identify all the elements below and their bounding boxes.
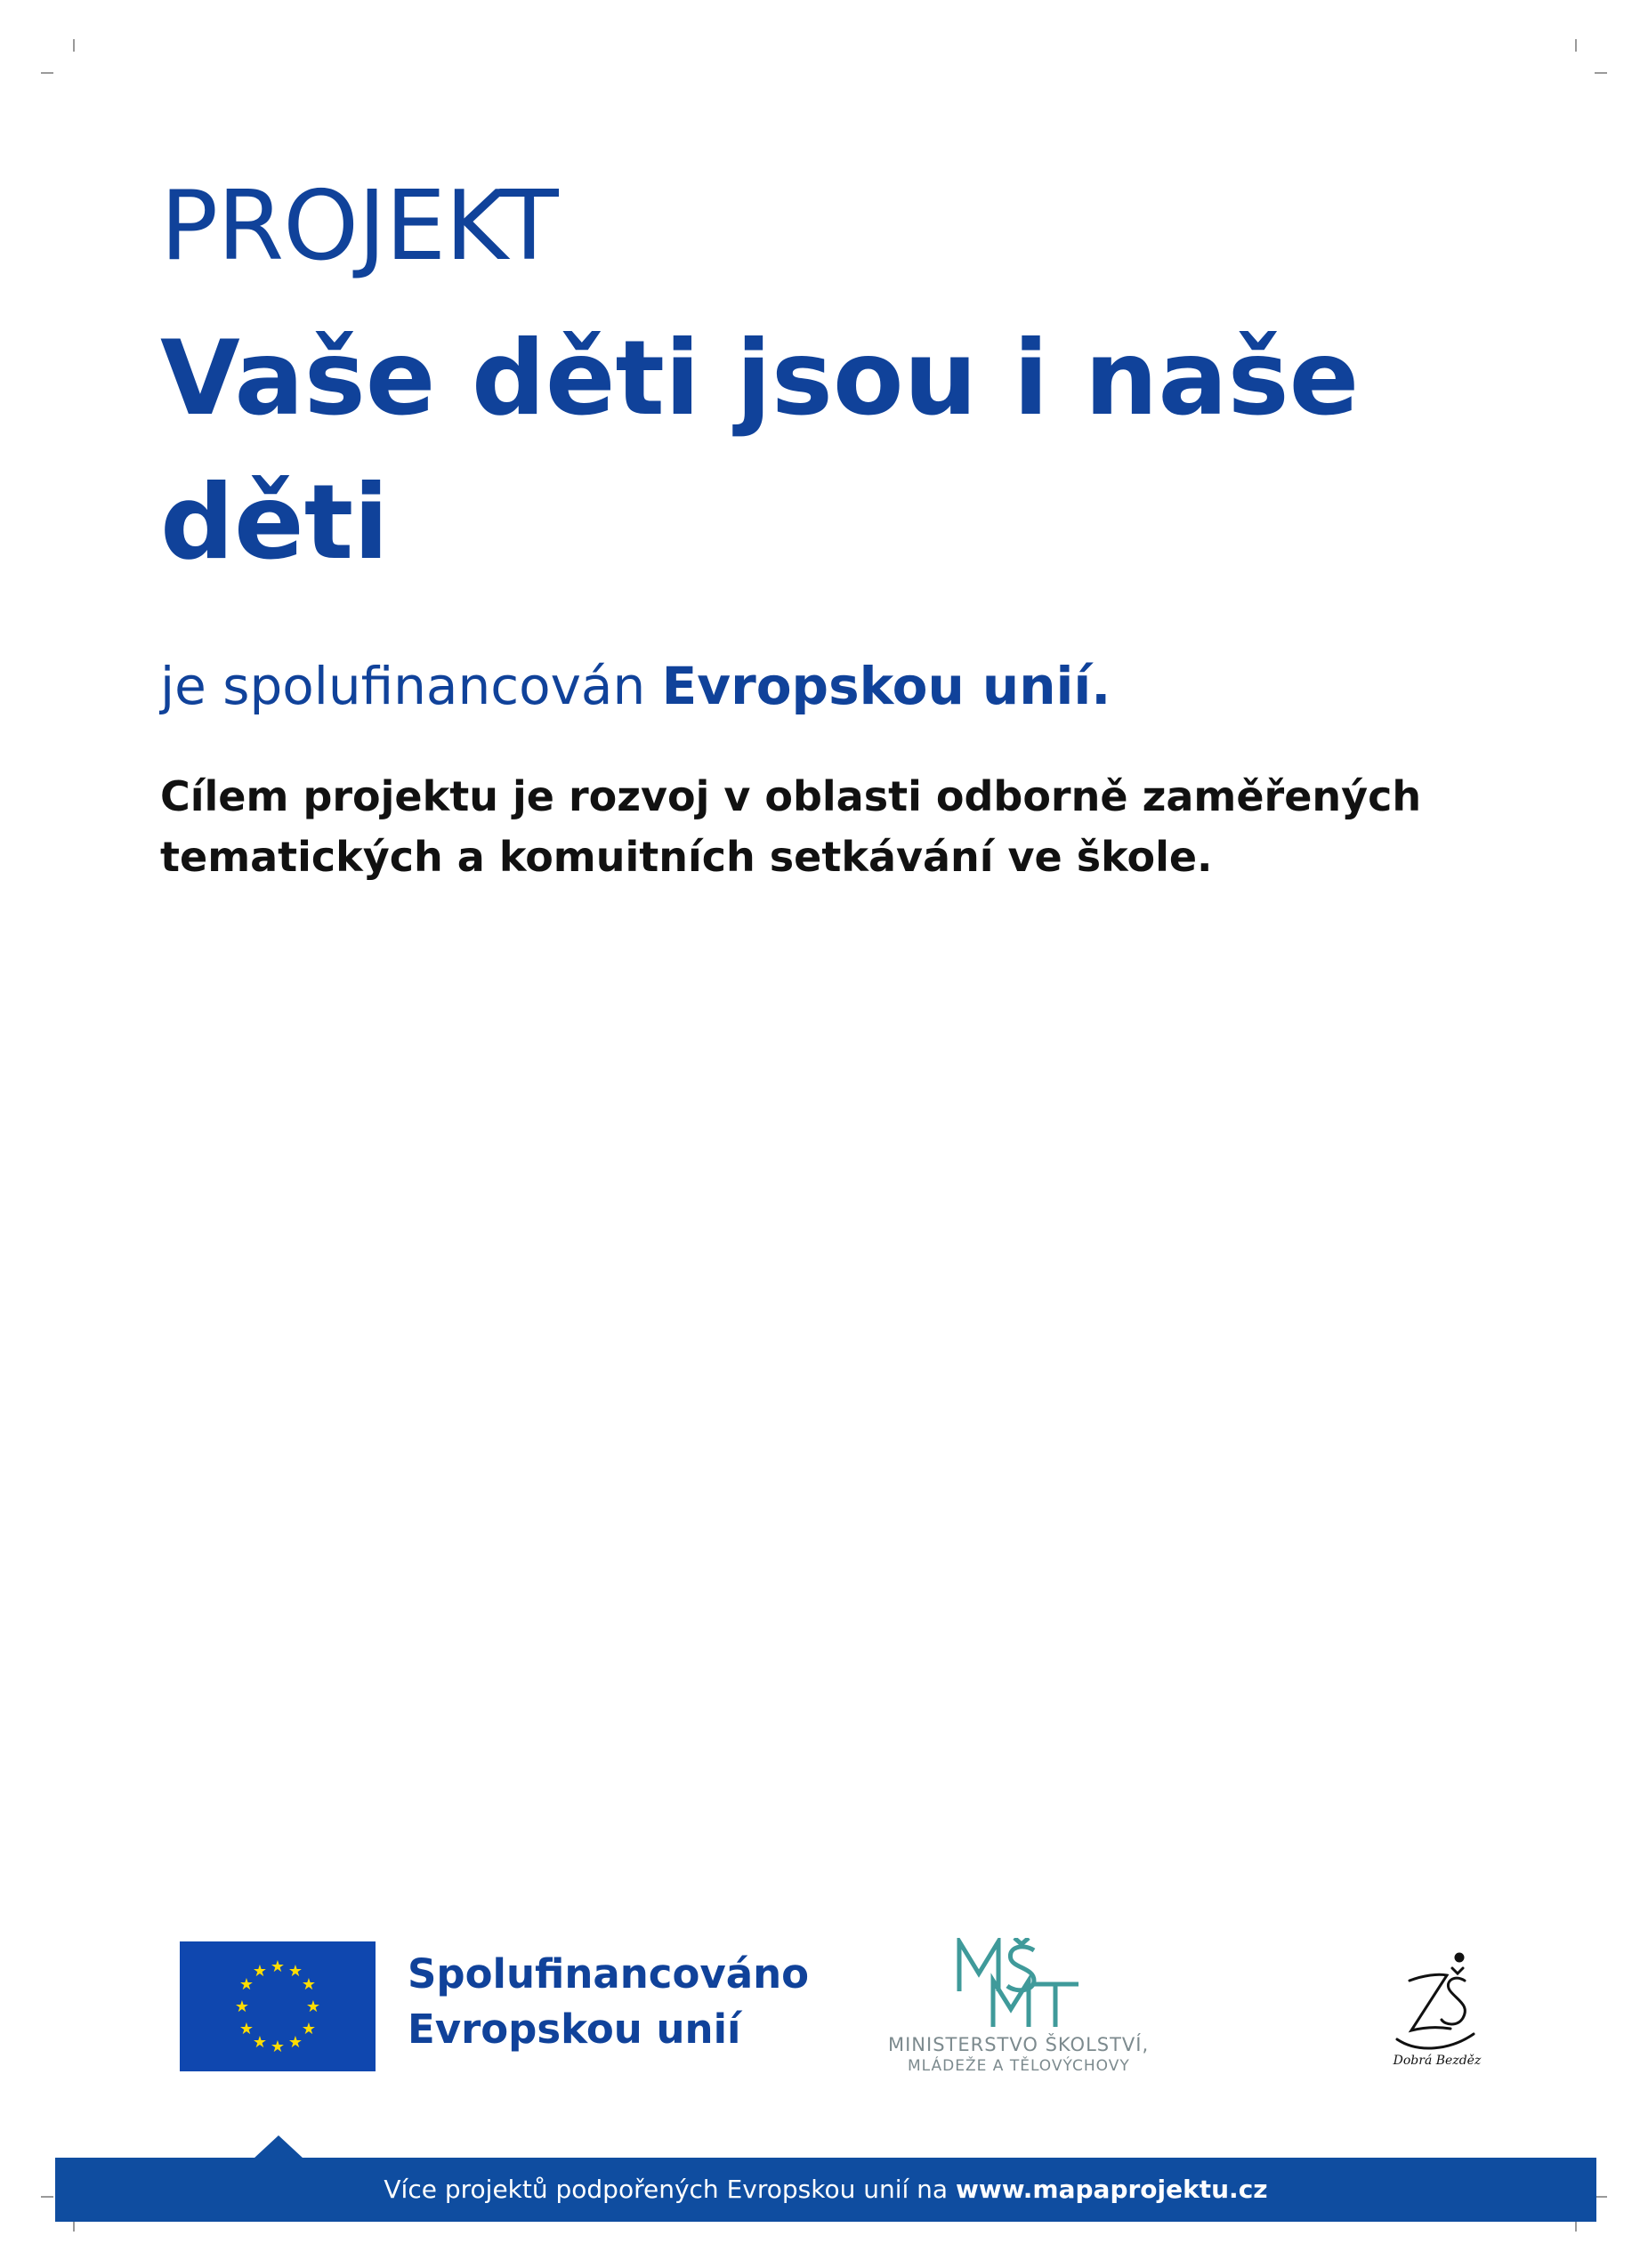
msmt-name-line1: MINISTERSTVO ŠKOLSTVÍ, <box>888 2034 1150 2055</box>
svg-text:★: ★ <box>305 1998 321 2016</box>
svg-text:★: ★ <box>301 1975 317 1994</box>
eu-text-line2: Evropskou unií <box>408 2006 741 2053</box>
project-title: Vaše děti jsou i naše děti <box>160 319 1360 583</box>
svg-text:★: ★ <box>301 2020 317 2038</box>
cofinanced-eu: Evropskou unií. <box>661 656 1111 716</box>
svg-text:★: ★ <box>252 1962 268 1981</box>
svg-text:★: ★ <box>270 1957 286 1976</box>
footer-text: Více projektů podpořených Evropskou unií na <box>384 2175 949 2204</box>
svg-text:★: ★ <box>234 1998 250 2016</box>
svg-text:★: ★ <box>238 1975 254 1994</box>
crop-mark <box>1595 72 1607 74</box>
crop-mark <box>73 39 75 52</box>
msmt-mark-icon <box>881 1938 1175 2036</box>
cofinanced-statement <box>160 650 1495 722</box>
svg-text:★: ★ <box>287 1962 303 1981</box>
footer-link[interactable]: www.mapaprojektu.cz <box>955 2175 1268 2204</box>
eu-cofinancing-text <box>408 1947 809 2057</box>
crop-mark <box>41 2196 53 2198</box>
school-logo <box>1388 1941 1486 2075</box>
svg-text:★: ★ <box>252 2033 268 2052</box>
project-goal: Cílem projektu je rozvoj v oblasti odborně zaměřených tematických a komuitních setkávání ve škole. <box>160 772 1422 881</box>
eu-flag-icon <box>180 1941 376 2071</box>
svg-text:★: ★ <box>238 2020 254 2038</box>
school-emblem-icon <box>1388 1941 1486 2075</box>
crop-mark <box>1575 39 1577 52</box>
svg-text:★: ★ <box>287 2033 303 2052</box>
footer-bar <box>55 2158 1596 2222</box>
msmt-logo <box>881 1938 1175 2080</box>
project-label: PROJEKT <box>160 171 558 282</box>
eu-text-line1: Spolufinancováno <box>408 1950 810 1998</box>
footer-pointer <box>254 2135 303 2159</box>
msmt-name-line2: MLÁDEŽE A TĚLOVÝCHOVY <box>908 2057 1130 2075</box>
school-signature: Dobrá Bezděz <box>1393 2054 1482 2068</box>
svg-text:★: ★ <box>270 2038 286 2056</box>
crop-mark <box>41 72 53 74</box>
crop-mark <box>1595 2196 1607 2198</box>
cofinanced-prefix: je spolufinancován <box>160 656 646 716</box>
poster-content <box>160 171 1495 887</box>
